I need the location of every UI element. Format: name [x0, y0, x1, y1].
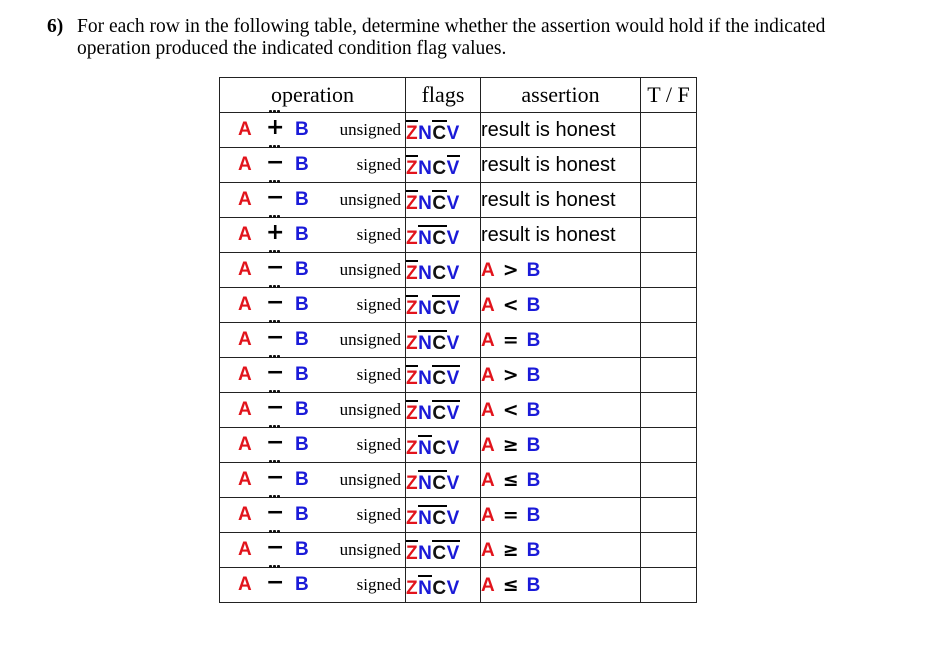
operation-cell [220, 498, 406, 533]
signedness: unsigned [339, 260, 401, 279]
flag-v-clear: V [447, 155, 460, 180]
operation-cell [220, 323, 406, 358]
flag-n-set: N [418, 122, 433, 144]
true-false-answer-cell[interactable] [641, 358, 697, 393]
signedness: signed [356, 575, 401, 594]
flag-v-set: V [446, 262, 460, 284]
true-false-answer-cell[interactable] [641, 428, 697, 463]
operand-a: A [238, 469, 252, 490]
flag-values [406, 508, 460, 529]
assertion-comparison [481, 260, 540, 281]
operand-a: A [238, 294, 252, 315]
table-row [220, 183, 697, 218]
flag-v-set: V [446, 227, 460, 249]
operation-cell [220, 288, 406, 323]
assertion-operand-a: A [481, 259, 495, 281]
operator: − [266, 255, 285, 280]
flag-z-set: Z [406, 437, 419, 459]
table-row [220, 358, 697, 393]
flag-c-set: C [432, 262, 447, 284]
operator: − [266, 360, 285, 385]
assertion-text: result is honest [481, 223, 616, 246]
flag-z-set: Z [406, 507, 419, 529]
table-body [220, 113, 697, 603]
assertion-cell [481, 288, 641, 323]
table-row [220, 498, 697, 533]
assertion-cell [481, 568, 641, 603]
table-row [220, 113, 697, 148]
assertion-operator: ≥ [502, 538, 519, 561]
table-row [220, 218, 697, 253]
flags-cell [406, 533, 481, 568]
flags-cell [406, 358, 481, 393]
assertion-operand-a: A [481, 329, 495, 351]
assertion-comparison [481, 295, 540, 316]
operand-b: B [295, 469, 309, 490]
signedness: signed [356, 505, 401, 524]
operand-b: B [295, 154, 309, 175]
operation-cell [220, 428, 406, 463]
assertion-operand-a: A [481, 294, 495, 316]
signedness: unsigned [339, 330, 401, 349]
flag-n-clear: N [418, 575, 432, 600]
flags-cell [406, 463, 481, 498]
true-false-answer-cell[interactable] [641, 183, 697, 218]
flag-z-set: Z [406, 472, 419, 494]
flag-c-set: C [432, 437, 447, 459]
operator: − [266, 570, 285, 595]
operator: − [266, 395, 285, 420]
operator: − [266, 290, 285, 315]
assertion-operand-b: B [526, 399, 541, 421]
signedness: unsigned [339, 470, 401, 489]
operand-a: A [238, 259, 252, 280]
flag-n-clear: N [418, 505, 432, 530]
assertion-operand-a: A [481, 504, 495, 526]
operand-b: B [295, 574, 309, 595]
question-text: For each row in the following table, determine whether the assertion would hold if the indicated operation produced the indicated condition flag values. [77, 16, 826, 59]
assertion-operand-b: B [526, 574, 541, 596]
operand-a: A [238, 504, 252, 525]
operation-cell [220, 358, 406, 393]
header-flags: flags [406, 78, 481, 113]
assertion-operator: = [502, 328, 519, 351]
assertion-operand-b: B [526, 259, 541, 281]
operation-cell [220, 463, 406, 498]
flags-table [219, 77, 697, 603]
signedness: signed [356, 435, 401, 454]
signedness: signed [356, 365, 401, 384]
operand-b: B [295, 259, 309, 280]
assertion-comparison [481, 470, 540, 491]
operator: − [266, 465, 285, 490]
assertion-comparison [481, 365, 540, 386]
table-row [220, 323, 697, 358]
assertion-comparison [481, 400, 540, 421]
operation-cell [220, 218, 406, 253]
flag-c-clear: C [432, 470, 446, 495]
flag-v-clear: V [447, 400, 460, 425]
table-row [220, 148, 697, 183]
assertion-operator: ≥ [502, 433, 519, 456]
assertion-operator: > [502, 258, 519, 281]
flag-c-clear: C [432, 190, 446, 215]
operand-a: A [238, 364, 252, 385]
flag-v-set: V [446, 192, 460, 214]
assertion-cell [481, 463, 641, 498]
assertion-operand-b: B [526, 329, 541, 351]
flag-v-set: V [446, 437, 460, 459]
operation-cell [220, 113, 406, 148]
assertion-operand-b: B [526, 539, 541, 561]
operator: − [266, 535, 285, 560]
flag-z-clear: Z [406, 190, 418, 215]
assertion-cell [481, 253, 641, 288]
flag-values [406, 158, 460, 179]
flag-z-clear: Z [406, 120, 418, 145]
true-false-answer-cell[interactable] [641, 113, 697, 148]
operator: − [266, 185, 285, 210]
operation-cell [220, 148, 406, 183]
signedness: signed [356, 155, 401, 174]
assertion-operand-a: A [481, 574, 495, 596]
table-row [220, 393, 697, 428]
flags-cell [406, 113, 481, 148]
assertion-text: result is honest [481, 188, 616, 211]
flag-c-clear: C [432, 365, 446, 390]
flag-values [406, 263, 460, 284]
assertion-operand-b: B [526, 469, 541, 491]
flag-z-clear: Z [406, 155, 418, 180]
flag-z-clear: Z [406, 400, 418, 425]
assertion-operand-b: B [526, 294, 541, 316]
assertion-comparison [481, 435, 540, 456]
assertion-cell [481, 148, 641, 183]
assertion-operand-b: B [526, 504, 541, 526]
operand-a: A [238, 224, 252, 245]
flag-c-set: C [432, 577, 447, 599]
flags-cell [406, 323, 481, 358]
table-row [220, 253, 697, 288]
true-false-answer-cell[interactable] [641, 498, 697, 533]
operand-b: B [295, 434, 309, 455]
assertion-operator: > [502, 363, 519, 386]
flag-v-clear: V [447, 540, 460, 565]
header-operation: operation [220, 78, 406, 113]
flag-c-set: C [432, 157, 447, 179]
assertion-cell [481, 113, 641, 148]
operation-cell [220, 533, 406, 568]
flags-cell [406, 218, 481, 253]
flag-z-set: Z [406, 332, 419, 354]
flag-values [406, 578, 460, 599]
operand-b: B [295, 224, 309, 245]
operand-a: A [238, 329, 252, 350]
assertion-cell [481, 428, 641, 463]
flag-n-set: N [418, 402, 433, 424]
header-true-false: T / F [641, 78, 697, 113]
operator: + [266, 220, 285, 245]
signedness: signed [356, 295, 401, 314]
flag-n-set: N [418, 297, 433, 319]
operand-a: A [238, 189, 252, 210]
flag-v-clear: V [447, 365, 460, 390]
table-header-row [220, 78, 697, 113]
operator: − [266, 500, 285, 525]
flag-values [406, 123, 460, 144]
flag-values [406, 543, 460, 564]
flag-values [406, 438, 460, 459]
flag-n-clear: N [418, 330, 432, 355]
operator: − [266, 325, 285, 350]
flag-v-clear: V [447, 295, 460, 320]
flag-v-set: V [446, 332, 460, 354]
table-row [220, 463, 697, 498]
true-false-answer-cell[interactable] [641, 533, 697, 568]
operator: − [266, 430, 285, 455]
operand-b: B [295, 364, 309, 385]
assertion-operator: = [502, 503, 519, 526]
table-row [220, 568, 697, 603]
operand-b: B [295, 119, 309, 140]
assertion-operand-b: B [526, 364, 541, 386]
assertion-text: result is honest [481, 118, 616, 141]
true-false-answer-cell[interactable] [641, 253, 697, 288]
operand-a: A [238, 434, 252, 455]
flag-values [406, 333, 460, 354]
question-number: 6) [47, 16, 64, 37]
operand-b: B [295, 504, 309, 525]
signedness: signed [356, 225, 401, 244]
assertion-cell [481, 498, 641, 533]
assertion-comparison [481, 540, 540, 561]
operation-cell [220, 393, 406, 428]
operation-cell [220, 183, 406, 218]
assertion-operator: ≤ [502, 468, 519, 491]
flag-v-set: V [446, 122, 460, 144]
operation-cell [220, 568, 406, 603]
flag-z-clear: Z [406, 260, 418, 285]
flag-c-clear: C [432, 505, 446, 530]
assertion-operand-a: A [481, 364, 495, 386]
flag-v-set: V [446, 472, 460, 494]
flag-n-set: N [418, 157, 433, 179]
flags-cell [406, 568, 481, 603]
flag-v-set: V [446, 577, 460, 599]
true-false-answer-cell[interactable] [641, 568, 697, 603]
flag-c-clear: C [432, 295, 446, 320]
operand-a: A [238, 539, 252, 560]
flag-v-set: V [446, 507, 460, 529]
flag-n-clear: N [418, 225, 432, 250]
operand-a: A [238, 119, 252, 140]
flag-values [406, 368, 460, 389]
flag-values [406, 228, 460, 249]
flag-c-clear: C [432, 330, 446, 355]
signedness: unsigned [339, 400, 401, 419]
flags-cell [406, 183, 481, 218]
operand-a: A [238, 154, 252, 175]
flags-cell [406, 498, 481, 533]
assertion-operand-a: A [481, 434, 495, 456]
operand-b: B [295, 329, 309, 350]
assertion-comparison [481, 575, 540, 596]
assertion-operand-a: A [481, 469, 495, 491]
flag-n-set: N [418, 367, 433, 389]
flag-z-clear: Z [406, 295, 418, 320]
flags-cell [406, 253, 481, 288]
flag-c-clear: C [432, 540, 446, 565]
assertion-cell [481, 533, 641, 568]
assertion-cell [481, 358, 641, 393]
table-row [220, 533, 697, 568]
assertion-operator: ≤ [502, 573, 519, 596]
flag-n-set: N [418, 262, 433, 284]
table-row [220, 288, 697, 323]
flag-n-set: N [418, 542, 433, 564]
signedness: unsigned [339, 540, 401, 559]
assertion-text: result is honest [481, 153, 616, 176]
operand-a: A [238, 399, 252, 420]
assertion-operand-a: A [481, 399, 495, 421]
assertion-cell [481, 323, 641, 358]
operand-b: B [295, 294, 309, 315]
true-false-answer-cell[interactable] [641, 463, 697, 498]
assertion-operand-b: B [526, 434, 541, 456]
operand-a: A [238, 574, 252, 595]
flag-z-clear: Z [406, 365, 418, 390]
flags-cell [406, 148, 481, 183]
header-assertion: assertion [481, 78, 641, 113]
assertion-operator: < [502, 293, 519, 316]
assertion-operator: < [502, 398, 519, 421]
true-false-answer-cell[interactable] [641, 148, 697, 183]
flags-cell [406, 288, 481, 323]
operand-b: B [295, 399, 309, 420]
operand-b: B [295, 539, 309, 560]
flags-cell [406, 393, 481, 428]
operator: − [266, 150, 285, 175]
assertion-comparison [481, 505, 540, 526]
operation-cell [220, 253, 406, 288]
flag-c-clear: C [432, 225, 446, 250]
flag-values [406, 298, 460, 319]
flag-c-clear: C [432, 120, 446, 145]
assertion-cell [481, 183, 641, 218]
assertion-comparison [481, 330, 540, 351]
true-false-answer-cell[interactable] [641, 218, 697, 253]
table-row [220, 428, 697, 463]
assertion-cell [481, 393, 641, 428]
flag-n-clear: N [418, 435, 432, 460]
flag-values [406, 193, 460, 214]
operator: + [266, 115, 285, 140]
flag-z-clear: Z [406, 540, 418, 565]
flag-n-clear: N [418, 470, 432, 495]
flags-cell [406, 428, 481, 463]
flag-values [406, 403, 460, 424]
operand-b: B [295, 189, 309, 210]
flag-c-clear: C [432, 400, 446, 425]
signedness: unsigned [339, 190, 401, 209]
true-false-answer-cell[interactable] [641, 288, 697, 323]
flag-z-set: Z [406, 577, 419, 599]
true-false-answer-cell[interactable] [641, 323, 697, 358]
flag-values [406, 473, 460, 494]
signedness: unsigned [339, 120, 401, 139]
flag-n-set: N [418, 192, 433, 214]
flag-z-set: Z [406, 227, 419, 249]
assertion-cell [481, 218, 641, 253]
true-false-answer-cell[interactable] [641, 393, 697, 428]
assertion-operand-a: A [481, 539, 495, 561]
